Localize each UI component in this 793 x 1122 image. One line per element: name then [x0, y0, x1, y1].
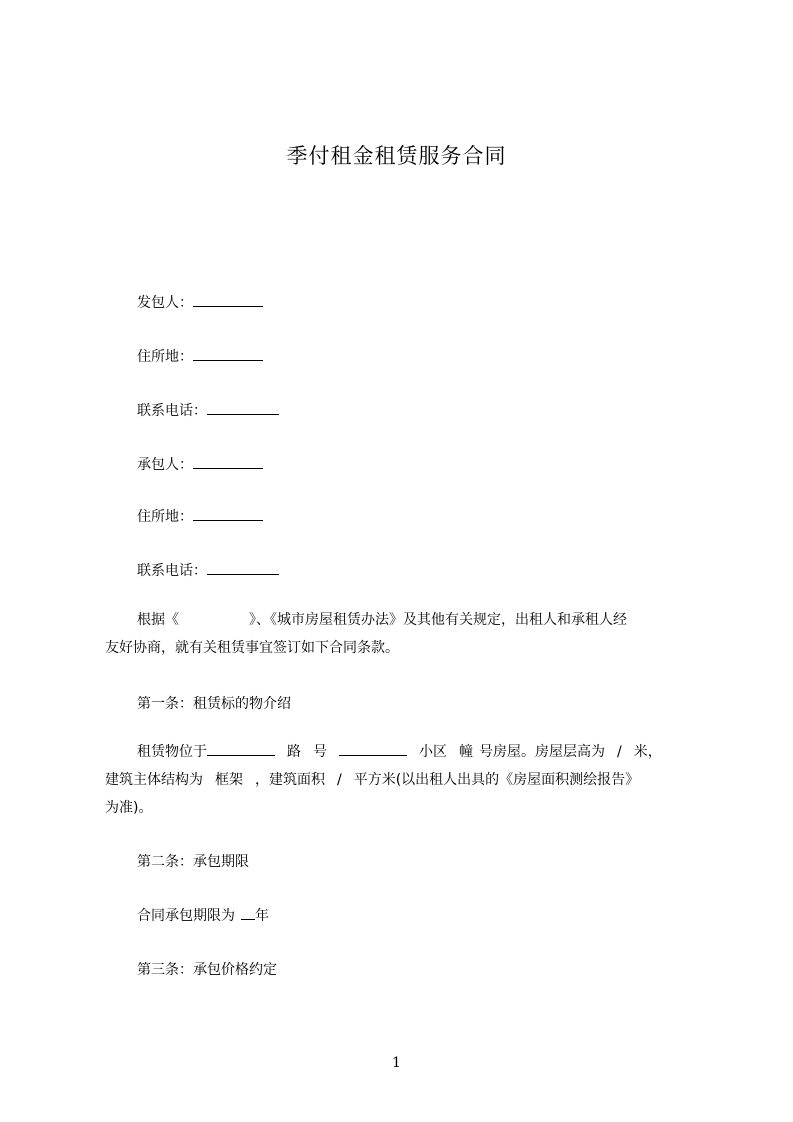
article-1-line-1 — [105, 738, 695, 766]
intro-text-a: 根据《 — [137, 612, 179, 628]
party-a-blank — [193, 294, 263, 307]
structure-text: 建筑主体结构为 — [105, 772, 203, 788]
structure-value: 框架 — [215, 772, 243, 788]
area-text: ，建筑面积 — [255, 772, 325, 788]
party-b-phone-line — [137, 560, 279, 580]
intro-text-b: 》、《城市房屋租赁办法》及其他有关规定，出租人和承租人经 — [249, 612, 627, 628]
number-blank — [339, 743, 407, 756]
party-b-line — [137, 454, 263, 474]
party-b-blank — [193, 456, 263, 469]
intro-line-1 — [105, 606, 695, 634]
party-a-phone-blank — [207, 402, 279, 415]
party-a-label: 发包人： — [137, 295, 193, 311]
term-text: 合同承包期限为 — [137, 908, 235, 924]
building-text: 幢 — [459, 744, 473, 760]
location-text: 租赁物位于 — [137, 744, 207, 760]
article-1-paragraph — [105, 738, 695, 822]
area-unit-text: 平方米(以出租人出具的《房屋面积测绘报告》 — [353, 772, 640, 788]
term-unit: 年 — [255, 908, 269, 924]
party-b-address-line — [137, 506, 263, 526]
community-text: 小区 — [419, 744, 447, 760]
party-b-phone-blank — [207, 562, 279, 575]
party-a-address-blank — [193, 348, 263, 361]
article-2-heading: 第二条：承包期限 — [137, 854, 249, 870]
house-text: 号房屋。房屋层高为 — [479, 744, 605, 760]
party-a-address-label: 住所地： — [137, 349, 193, 365]
road-text: 路 — [287, 744, 301, 760]
party-a-address-line — [137, 346, 263, 366]
height-value: / — [617, 744, 622, 760]
party-a-phone-label: 联系电话： — [137, 403, 207, 419]
intro-paragraph — [105, 606, 695, 662]
term-blank — [241, 907, 255, 920]
party-b-label: 承包人： — [137, 457, 193, 473]
article-1-heading: 第一条：租赁标的物介绍 — [137, 696, 291, 712]
document-title: 季付租金租赁服务合同 — [286, 144, 507, 168]
party-a-phone-line — [137, 400, 279, 420]
intro-line-2: 友好协商，就有关租赁事宜签订如下合同条款。 — [105, 640, 399, 656]
meter-text: 米， — [633, 744, 662, 760]
article-1-line-2 — [105, 766, 695, 794]
party-b-phone-label: 联系电话： — [137, 563, 207, 579]
party-b-address-label: 住所地： — [137, 509, 193, 525]
article-3-heading: 第三条：承包价格约定 — [137, 962, 277, 978]
article-1-line-3: 为准)。 — [105, 800, 153, 816]
location-blank — [207, 743, 275, 756]
page-number: 1 — [392, 1055, 401, 1071]
term-line — [137, 905, 269, 925]
area-value: / — [337, 772, 342, 788]
party-a-line — [137, 292, 263, 312]
number-text: 号 — [313, 744, 327, 760]
party-b-address-blank — [193, 508, 263, 521]
